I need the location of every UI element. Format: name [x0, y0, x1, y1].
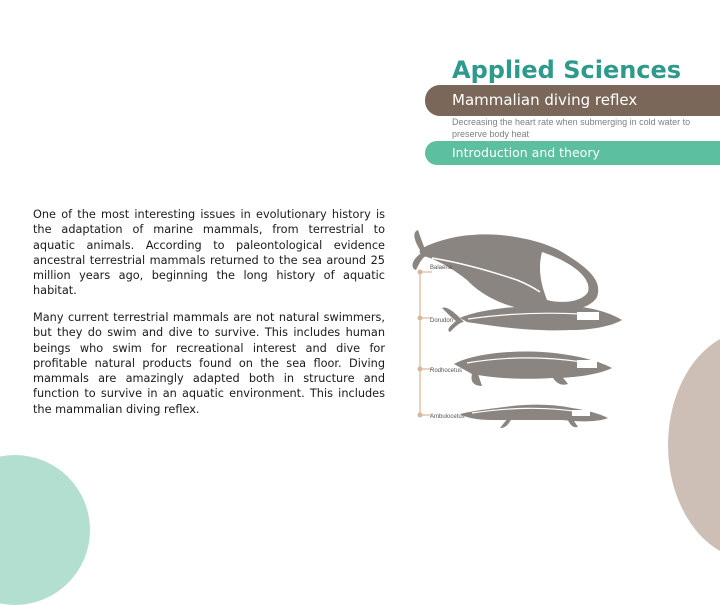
figure-label-dorudon: Dorudon [430, 318, 454, 324]
evolution-tree-lines [420, 272, 432, 415]
brand-logo-text: Applied Sciences [452, 56, 682, 84]
rodhocetus-illustration [454, 352, 612, 387]
decorative-circle-left [0, 455, 90, 605]
figure-label-balaena: Balaena [430, 265, 453, 271]
dorudon-illustration [442, 306, 622, 333]
figure-label-rodhocetus: Rodhocetus [430, 368, 463, 374]
page-title: Mammalian diving reflex [452, 91, 638, 109]
figure-label-ambulocetus: Ambulocetus [430, 414, 465, 420]
tree-node-balaena [418, 270, 423, 275]
page-subtitle: Decreasing the heart rate when submerging in cold water to preserve body heat [452, 117, 691, 139]
tree-node-dorudon [418, 316, 423, 321]
whale-evolution-figure [412, 222, 642, 432]
ambulocetus-illustration [460, 405, 608, 428]
tree-node-rodhocetus [418, 367, 423, 372]
body-paragraph-2: Many current terrestrial mammals are not natural swimmers, but they do swim and dive to survive. This includes human beings who swim for recreational interest and dive for profitable natural products found on the sea floor. Diving mammals are amazingly adapted both in structure and function to survive in an aquatic environment. This includes the mammalian diving reflex. [33, 311, 385, 416]
tree-node-ambulocetus [418, 413, 423, 418]
decorative-circle-right [668, 330, 720, 560]
body-paragraph-1: One of the most interesting issues in evolutionary history is the adaptation of marine mammals, from terrestrial to aquatic animals. According to paleontological evidence ancestral terrestrial mammals returned to the sea around 25 million years ago, beginning the long history of aquatic habitat. [33, 208, 385, 298]
section-heading: Introduction and theory [452, 145, 600, 160]
